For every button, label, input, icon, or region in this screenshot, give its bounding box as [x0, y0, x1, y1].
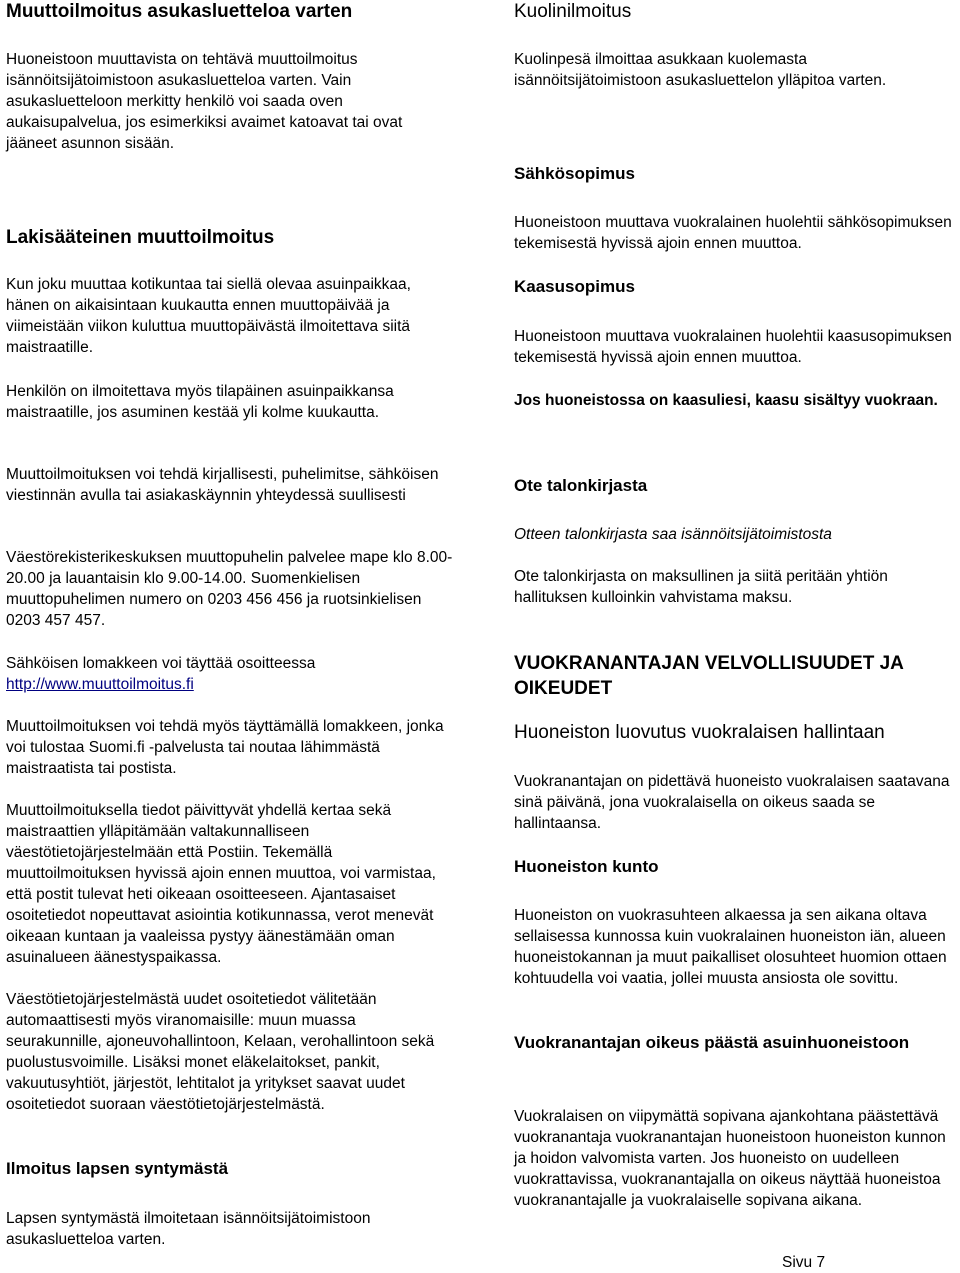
paragraph-paivittyvat: Muuttoilmoituksella tiedot päivittyvät yhdellä kertaa sekä maistraattien ylläpitämään valtakunnalliseen väestötietojärjestelmään että Postiin. Tekemällä muuttoilmoituksen hyvissä ajoin ennen muuttoa, voi varmistaa, että postit tulevat heti oikeaan osoitteeseen. Ajantasaiset osoitetiedot nopeuttavat asiointia kotikunnassa, verot menevät oikeaan kuntaan ja vaaleissa pystyy äänestämään oman asuinalueen äänestyspaikassa. [6, 802, 436, 966]
page-number: Sivu 7 [782, 1254, 826, 1271]
heading-kaasusopimus: Kaasusopimus [514, 277, 635, 296]
paragraph-ote-italic: Otteen talonkirjasta saa isännöitsijätoimistosta [514, 526, 832, 543]
heading-kuolinilmoitus: Kuolinilmoitus [514, 1, 632, 22]
heading-oikeus: Vuokranantajan oikeus päästä asuinhuoneistoon [514, 1033, 910, 1052]
paragraph-ote: Ote talonkirjasta on maksullinen ja siitä peritään yhtiön hallituksen kulloinkin vahvistama maksu. [514, 568, 888, 606]
paragraph-kaasuliesi: Jos huoneistossa on kaasuliesi, kaasu sisältyy vuokraan. [514, 392, 938, 409]
muuttoilmoitus-link[interactable]: http://www.muuttoilmoitus.fi [6, 676, 194, 693]
heading-ote-talonkirjasta: Ote talonkirjasta [514, 476, 648, 495]
paragraph-tavat: Muuttoilmoituksen voi tehdä kirjallisesti, puhelimitse, sähköisen viestinnän avulla tai asiakaskäynnin yhteydessä suullisesti [6, 466, 439, 504]
lomake-text: Sähköisen lomakkeen voi täyttää osoitteessa [6, 655, 316, 672]
paragraph-sahkosopimus: Huoneistoon muuttava vuokralainen huolehtii sähkösopimuksen tekemisestä hyvissä ajoin ennen muuttoa. [514, 214, 952, 252]
paragraph-lapsen-syntyma: Lapsen syntymästä ilmoitetaan isännöitsijätoimistoon asukasluetteloa varten. [6, 1210, 371, 1248]
paragraph-luovutus: Vuokranantajan on pidettävä huoneisto vuokralaisen saatavana sinä päivänä, jona vuokralaisella on oikeus saada se hallintaansa. [514, 773, 950, 832]
heading-asukasluettelo: Muuttoilmoitus asukasluetteloa varten [6, 1, 353, 22]
paragraph-lomake [6, 653, 454, 695]
paragraph-tilapainen: Henkilön on ilmoitettava myös tilapäinen asuinpaikkansa maistraatille, jos asuminen kestää yli kolme kuukautta. [6, 383, 394, 421]
paragraph-muuttopuhelin: Väestörekisterikeskuksen muuttopuhelin palvelee mape klo 8.00-20.00 ja lauantaisin klo 9.00-14.00. Suomenkielisen muuttopuhelimen numero on 0203 456 456 ja ruotsinkielisen 0203 457 457. [6, 549, 453, 629]
paragraph-kaasusopimus: Huoneistoon muuttava vuokralainen huolehtii kaasusopimuksen tekemisestä hyvissä ajoin ennen muuttoa. [514, 328, 952, 366]
paragraph-kuolinilmoitus: Kuolinpesä ilmoittaa asukkaan kuolemasta isännöitsijätoimistoon asukasluettelon ylläpitoa varten. [514, 51, 887, 89]
heading-lapsen-syntyma: Ilmoitus lapsen syntymästä [6, 1159, 229, 1178]
paragraph-valitetaan: Väestötietojärjestelmästä uudet osoitetiedot välitetään automaattisesti myös viranomaisille: muun muassa seurakunnille, ajoneuvohallintoon, Kelaan, verohallintoon sekä puolustusvoimille. Lisäksi monet eläkelaitokset, pankit, vakuutusyhtiöt, järjestöt, lehtitalot ja yritykset saavat uudet osoitetiedot suoraan väestötietojärjestelmästä. [6, 991, 435, 1113]
heading-velvollisuudet: VUOKRANANTAJAN VELVOLLISUUDET JA OIKEUDET [514, 653, 904, 699]
heading-luovutus: Huoneiston luovutus vuokralaisen hallintaan [514, 722, 885, 743]
heading-sahkosopimus: Sähkösopimus [514, 164, 635, 183]
paragraph-asukasluettelo: Huoneistoon muuttavista on tehtävä muuttoilmoitus isännöitsijätoimistoon asukasluetteloa varten. Vain asukasluetteloon merkitty henkilö voi saada oven aukaisupalvelua, jos esimerkiksi avaimet katoavat tai ovat jääneet asunnon sisään. [6, 51, 403, 152]
paragraph-oikeus: Vuokralaisen on viipymättä sopivana ajankohtana päästettävä vuokranantaja vuokranantajan huoneistoon huoneiston kunnon ja hoidon valvomista varten. Jos huoneisto on uudelleen vuokrattavissa, vuokranantajalla on oikeus näyttää huoneistoa vuokranantajalle ja vuokralaiselle sopivana aikana. [514, 1108, 946, 1209]
heading-kunto: Huoneiston kunto [514, 857, 659, 876]
paragraph-kotikunta: Kun joku muuttaa kotikuntaa tai siellä olevaa asuinpaikkaa, hänen on aikaisintaan kuukautta ennen muuttopäivää ja viimeistään viikon kuluttua muuttopäivästä ilmoitettava siitä maistraatille. [6, 276, 411, 356]
heading-lakisaateinen: Lakisääteinen muuttoilmoitus [6, 227, 275, 248]
paragraph-kunto: Huoneiston on vuokrasuhteen alkaessa ja sen aikana oltava sellaisessa kunnossa kuin vuokralainen huoneiston iän, alueen huoneistokannan ja muut paikalliset olosuhteet huomion ottaen kohtuudella voi vaatia, jollei muusta ansiosta ole sovittu. [514, 907, 947, 987]
paragraph-lomakkeella: Muuttoilmoituksen voi tehdä myös täyttämällä lomakkeen, jonka voi tulostaa Suomi.fi -palvelusta tai noutaa lähimmästä maistraatista tai postista. [6, 718, 444, 777]
